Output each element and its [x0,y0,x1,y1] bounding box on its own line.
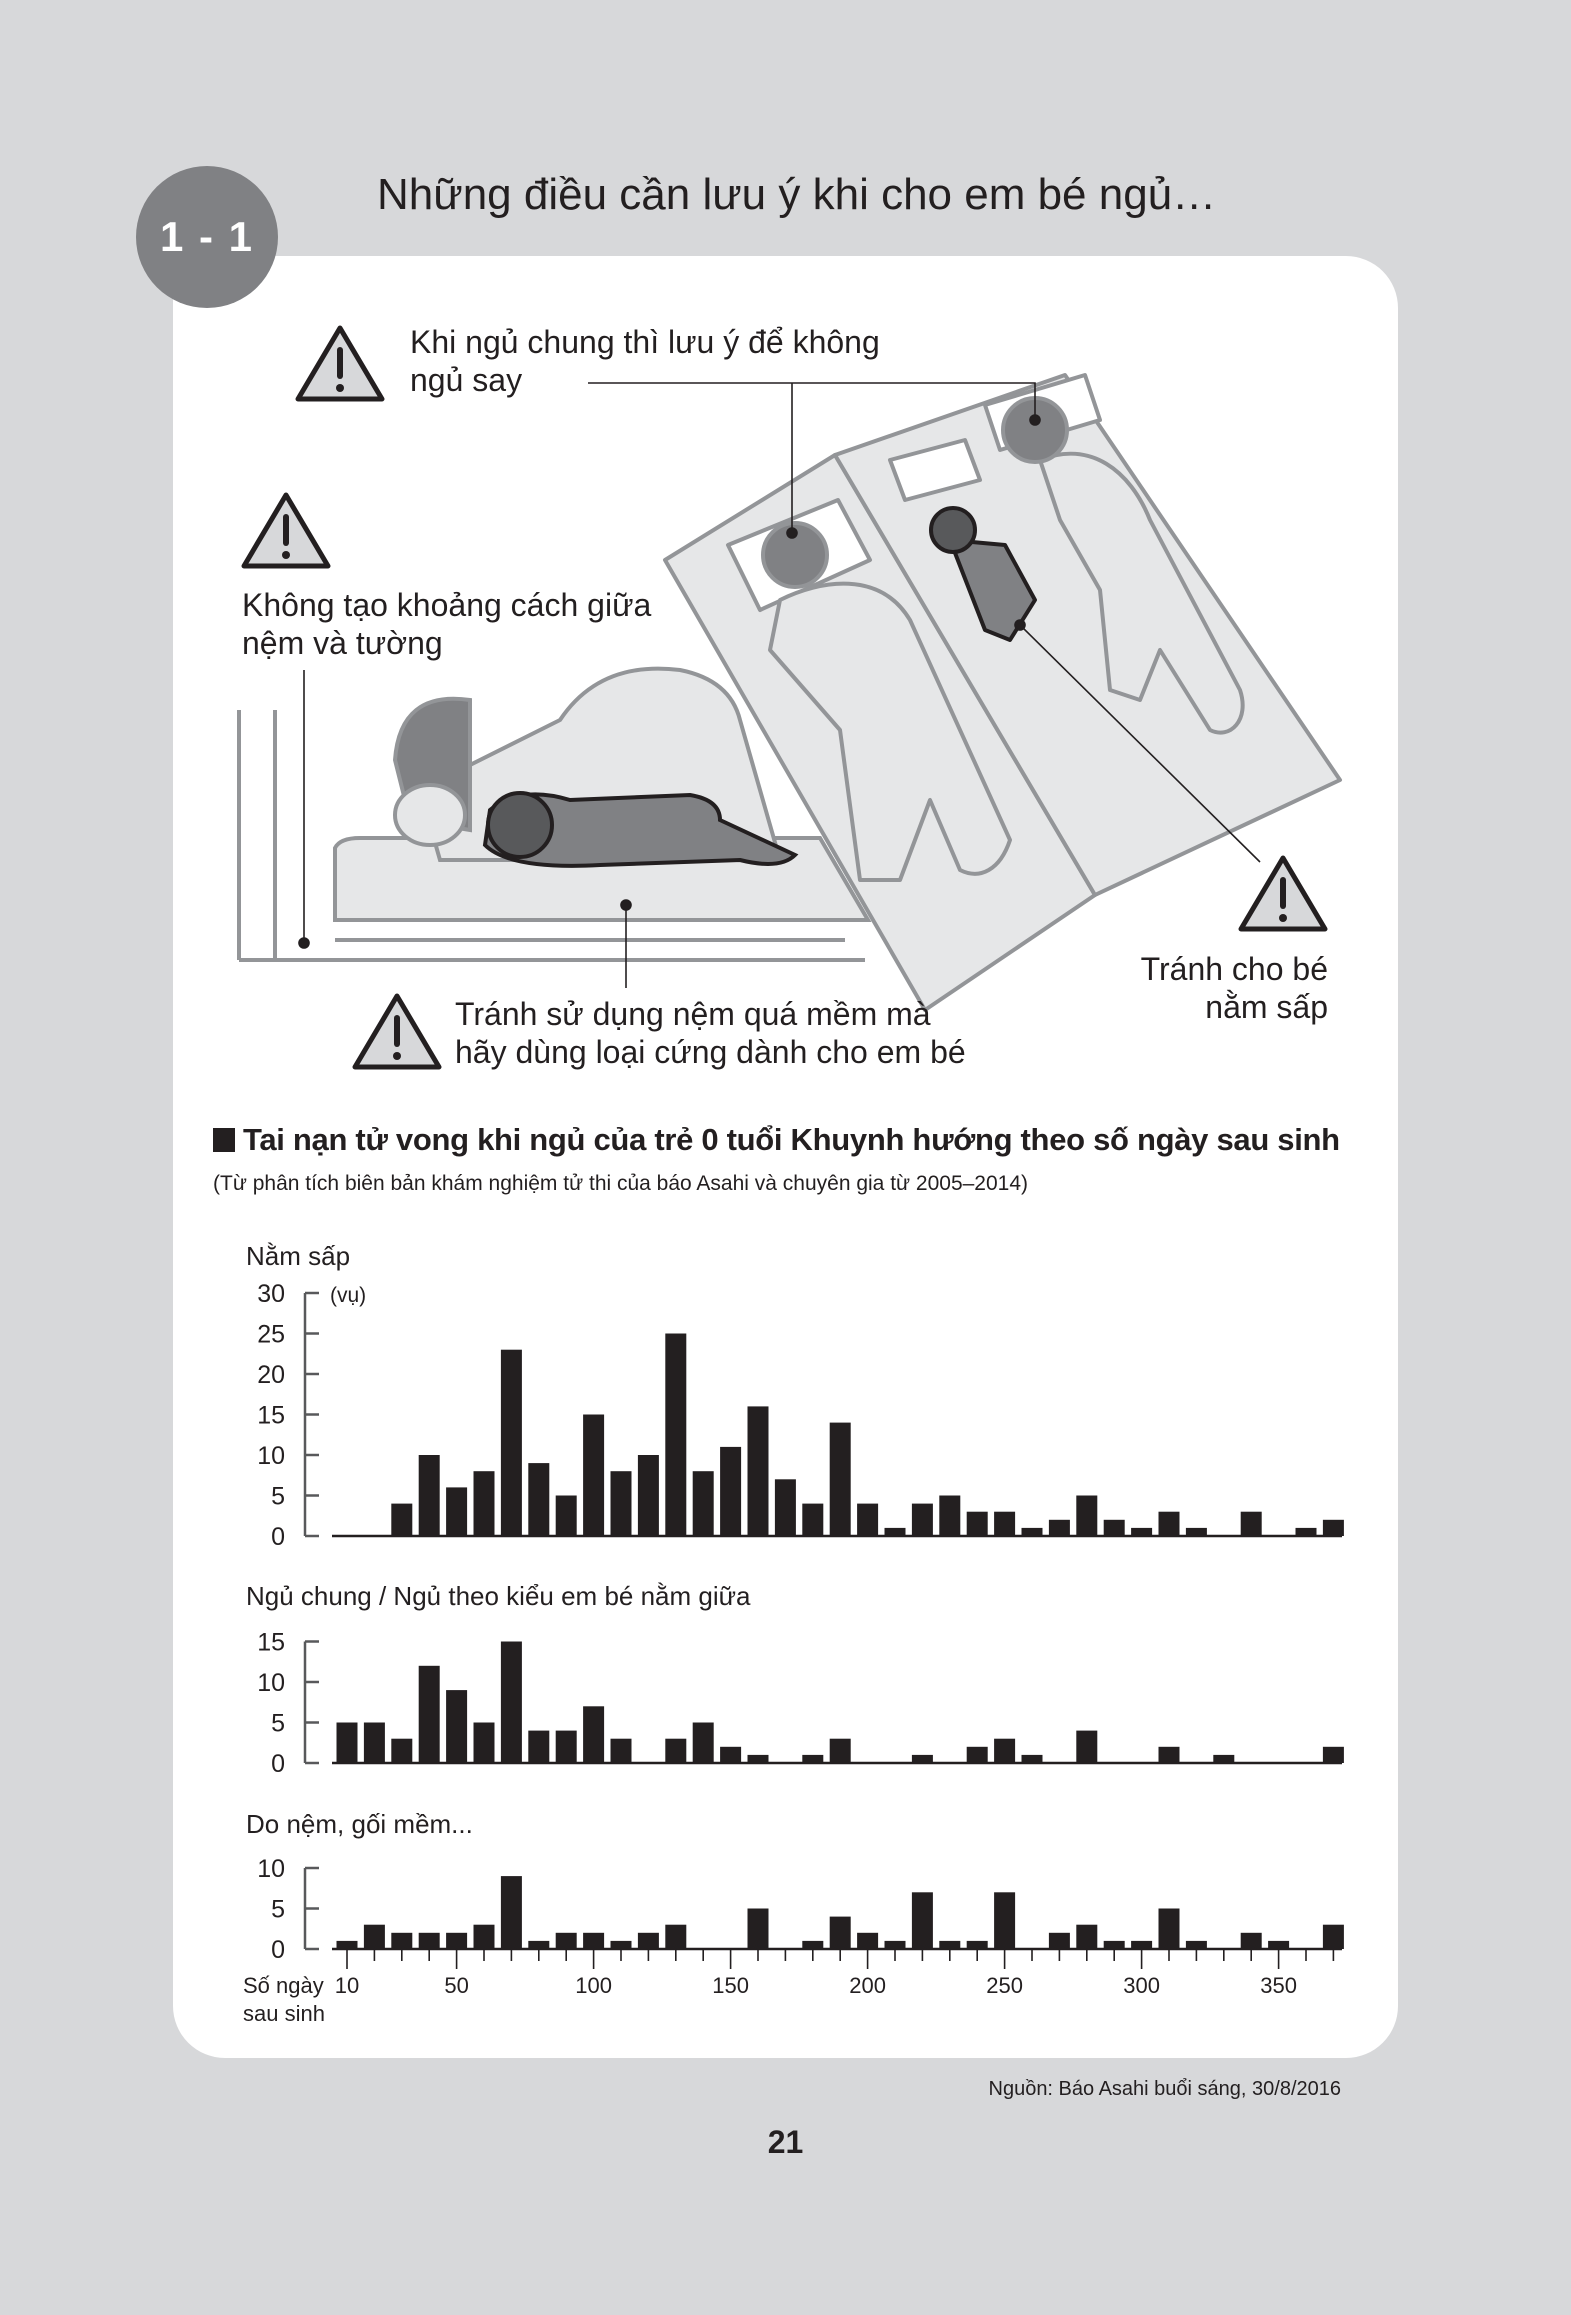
bar [446,1487,467,1536]
bar [967,1512,988,1536]
warning-text-line: nằm sấp [1205,989,1328,1025]
y-tick-label: 5 [271,1482,285,1511]
bar [802,1941,823,1949]
bar [802,1755,823,1763]
bar [1022,1755,1043,1763]
chart-title: Nằm sấp [246,1241,351,1271]
bar [1268,1941,1289,1949]
bar [967,1941,988,1949]
bar [1213,1755,1234,1763]
bar [1186,1941,1207,1949]
bar [337,1941,358,1949]
y-tick-label: 25 [257,1320,285,1349]
bar [528,1731,549,1763]
x-axis-label: Số ngày [243,1973,324,1998]
y-axis-unit-label: (vụ) [330,1284,367,1307]
bar [748,1406,769,1536]
bar [1186,1528,1207,1536]
bar [693,1723,714,1764]
x-axis-label: sau sinh [243,2001,325,2026]
bar [693,1471,714,1536]
bar [665,1925,686,1949]
bar [501,1876,522,1949]
bar [665,1334,686,1537]
bar [802,1504,823,1536]
bar [885,1528,906,1536]
y-tick-label: 0 [271,1936,285,1964]
bar [528,1941,549,1949]
bar [446,1690,467,1763]
warning-text-line: Tránh sử dụng nệm quá mềm mà [455,996,931,1032]
bar [611,1471,632,1536]
bar [912,1892,933,1949]
bar [611,1739,632,1763]
bar [1104,1520,1125,1536]
bar [364,1925,385,1949]
bar [474,1471,495,1536]
warning-text-line: Khi ngủ chung thì lưu ý để không [410,324,880,360]
bar [830,1739,851,1763]
warning-text-line: Không tạo khoảng cách giữa [242,587,652,623]
chart-section-title-text: Tai nạn tử vong khi ngủ của trẻ 0 tuổi Khuynh hướng theo số ngày sau sinh [243,1122,1340,1157]
x-tick-label: 200 [849,1973,886,1998]
bar [556,1731,577,1763]
bar [556,1933,577,1949]
bar [1241,1512,1262,1536]
section-number: 1 - 1 [159,213,255,260]
bar [1323,1925,1344,1949]
y-tick-label: 10 [257,1669,285,1697]
bar [1049,1933,1070,1949]
bar [912,1755,933,1763]
bar [1159,1512,1180,1536]
bar [583,1415,604,1537]
bar [474,1723,495,1764]
bar [474,1925,495,1949]
bar [1049,1520,1070,1536]
bar [748,1909,769,1950]
y-tick-label: 10 [257,1855,285,1883]
y-tick-label: 5 [271,1895,285,1924]
x-tick-label: 250 [986,1973,1023,1998]
y-tick-label: 15 [257,1401,285,1430]
source-note: Nguồn: Báo Asahi buổi sáng, 30/8/2016 [988,2078,1341,2100]
y-tick-label: 15 [257,1628,285,1657]
y-tick-label: 5 [271,1709,285,1738]
bar [1159,1747,1180,1763]
bar [611,1941,632,1949]
bar [939,1941,960,1949]
y-tick-label: 0 [271,1750,285,1778]
bar [1131,1941,1152,1949]
x-tick-label: 150 [712,1973,749,1998]
bar [1131,1528,1152,1536]
chart-title: Ngủ chung / Ngủ theo kiểu em bé nằm giữa [246,1581,751,1611]
x-tick-label: 10 [334,1973,360,1998]
y-tick-label: 30 [257,1280,285,1308]
bar [830,1917,851,1949]
bar [1241,1933,1262,1949]
bar [665,1739,686,1763]
bar [939,1496,960,1537]
page-number: 21 [767,2124,804,2160]
bar [364,1723,385,1764]
bar [391,1739,412,1763]
y-tick-label: 10 [257,1442,285,1470]
bar [391,1933,412,1949]
bar [1159,1909,1180,1950]
bar [583,1933,604,1949]
bar [994,1892,1015,1949]
x-tick-label: 300 [1123,1973,1160,1998]
bar [638,1933,659,1949]
bar [994,1512,1015,1536]
bar [1323,1747,1344,1763]
y-tick-label: 0 [271,1523,285,1551]
bar [1076,1496,1097,1537]
bar [556,1496,577,1537]
bar [501,1350,522,1536]
bar [419,1666,440,1763]
bar [775,1479,796,1536]
bar [885,1941,906,1949]
bar [994,1739,1015,1763]
bar [720,1747,741,1763]
bar [857,1933,878,1949]
bar [1104,1941,1125,1949]
bar [1296,1528,1317,1536]
bar [1022,1528,1043,1536]
bar [501,1642,522,1764]
bar [446,1933,467,1949]
bar [830,1423,851,1536]
x-tick-label: 50 [444,1973,469,1998]
warning-text-line: hãy dùng loại cứng dành cho em bé [455,1034,966,1070]
bar [1076,1731,1097,1763]
bar [419,1933,440,1949]
bar [528,1463,549,1536]
bar [391,1504,412,1536]
x-tick-label: 100 [575,1973,612,1998]
bar [1076,1925,1097,1949]
warning-text-line: ngủ say [410,362,523,398]
bar [857,1504,878,1536]
bar [419,1455,440,1536]
page-title: Những điều cần lưu ý khi cho em bé ngủ… [377,170,1217,219]
warning-text-line: nệm và tường [242,625,443,661]
bar [748,1755,769,1763]
bar [912,1504,933,1536]
chart-title: Do nệm, gối mềm... [246,1809,473,1839]
warning-text-line: Tránh cho bé [1140,951,1328,987]
bar [1323,1520,1344,1536]
bar [967,1747,988,1763]
bar [583,1706,604,1763]
x-tick-label: 350 [1260,1973,1297,1998]
bar [638,1455,659,1536]
y-tick-label: 20 [257,1361,285,1389]
bar [337,1723,358,1764]
bar [720,1447,741,1536]
chart-section-subtitle: (Từ phân tích biên bản khám nghiệm tử thi của báo Asahi và chuyên gia từ 2005–2014) [213,1172,1029,1195]
